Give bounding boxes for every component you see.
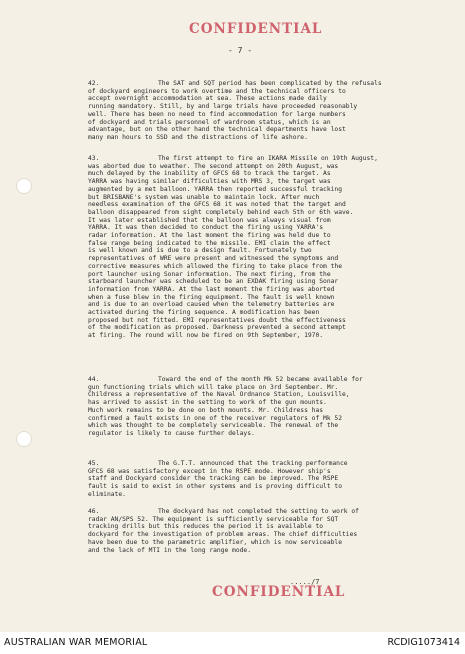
- paragraph-line: [88, 516, 428, 524]
- paragraph-text: GFCS 68 was satisfactory except in the RSPE mode. However ship's: [88, 467, 331, 475]
- paragraph-line: [88, 224, 428, 232]
- paragraph-number: 43.: [88, 155, 100, 162]
- paragraph-line: [88, 255, 428, 263]
- paragraph-line: [88, 95, 428, 103]
- paragraph-line: [88, 217, 428, 225]
- paragraph-line: [88, 415, 428, 423]
- paragraph-text: is well known and is due to a design fault. Fortunately two: [88, 247, 312, 255]
- paragraph-line: [88, 399, 428, 407]
- paragraph-line: [88, 491, 428, 499]
- paragraph-text: fault is said to exist in other systems and is proving difficult to: [88, 483, 343, 491]
- paragraph-text: radar information. At the last moment the firing was held due to: [88, 232, 331, 240]
- paragraph-text: needless examination of the GFCS 68 it was noted that the target and: [88, 201, 346, 209]
- paragraph-line: [88, 111, 428, 119]
- paragraph-text: port launcher using Sonar information. The next firing, from the: [88, 270, 331, 278]
- paragraph-line: [88, 232, 428, 240]
- paragraph-line: [88, 309, 428, 317]
- paragraph-line: [88, 119, 428, 127]
- paragraph-text: staff and Dockyard consider the tracking can be improved. The RSPE: [88, 475, 339, 483]
- paragraph-line: [88, 286, 428, 294]
- paragraph-line: [88, 247, 428, 255]
- paragraph-line: [88, 263, 428, 271]
- paragraph-text: gun functioning trials which will take place on 3rd September. Mr.: [88, 383, 339, 391]
- paragraph-text: Toward the end of the month Mk 52 became available for: [158, 376, 363, 383]
- paragraph-text: have been due to the parametric amplifier, which is now serviceable: [88, 538, 343, 546]
- paragraph-text: of dockyard engineers to work overtime and the technical officers to: [88, 87, 346, 95]
- paragraph-line: [88, 475, 428, 483]
- confidential-stamp-top: CONFIDENTIAL: [189, 21, 323, 37]
- paragraph-line: [88, 170, 428, 178]
- paragraph-line: [88, 103, 428, 111]
- paragraph-line: [88, 391, 428, 399]
- confidential-stamp-bottom: CONFIDENTIAL: [212, 584, 346, 600]
- paragraph-text: running mandatory. Still, by and large trials have proceeded reasonably: [88, 103, 358, 111]
- paragraph-line: [88, 126, 428, 134]
- paragraph: [88, 155, 428, 340]
- paragraph-text: The dockyard has not completed the setting to work of: [158, 508, 359, 515]
- continuation-ref: ...../7: [290, 578, 320, 586]
- paragraph-text: It was later established that the balloon was always visual from: [88, 216, 331, 224]
- paragraph-text: well. There has been no need to find accommodation for large numbers: [88, 110, 346, 118]
- paragraph-line: [88, 332, 428, 340]
- paragraph-line: [88, 430, 428, 438]
- paragraph-text: representatives of WRE were present and witnessed the symptoms and: [88, 255, 339, 263]
- paragraph-line: [88, 163, 428, 171]
- paragraph-line: [88, 294, 428, 302]
- record-id: RCDIG1073414: [387, 637, 460, 648]
- paragraph: [88, 376, 428, 438]
- paragraph-line: [88, 271, 428, 279]
- paragraph-text: which was thought to be completely serviceable. The renewal of the: [88, 422, 339, 430]
- paragraph-line: [88, 422, 428, 430]
- paragraph-line: [88, 523, 428, 531]
- paragraph-text: Much work remains to be done on both mounts. Mr. Childress has: [88, 406, 324, 414]
- paragraph-text: The G.T.T. announced that the tracking performance: [158, 460, 348, 467]
- paragraph-text: YARRA was having similar difficulties with MRS 3, the target was: [88, 178, 331, 186]
- paragraph-line: [88, 80, 428, 88]
- paragraph-text: augmented by a met balloon. YARRA then reported successful tracking: [88, 185, 343, 193]
- paragraph-text: accept overnight accommodation at sea. These actions made daily: [88, 95, 327, 103]
- paragraph-text: activated during the firing sequence. A modification has been: [88, 309, 320, 317]
- paragraph-text: of the modification as proposed. Darkness prevented a second attempt: [88, 324, 346, 332]
- paragraph-line: [88, 178, 428, 186]
- paragraph-text: was aborted due to weather. The second attempt on 20th August, was: [88, 162, 339, 170]
- paragraph-line: [88, 240, 428, 248]
- paragraph-line: [88, 186, 428, 194]
- paragraph-text: corrective measures which allowed the firing to take place from the: [88, 262, 343, 270]
- paragraph-text: regulator is likely to cause further delays.: [88, 429, 255, 437]
- paragraph-text: proposed but not fitted. EMI representatives doubt the effectiveness: [88, 316, 346, 324]
- paragraph-line: [88, 468, 428, 476]
- paragraph-line: [88, 194, 428, 202]
- paragraph-line: [88, 460, 428, 468]
- paragraph-text: and is due to an overload caused when the telemetry batteries are: [88, 301, 335, 309]
- page-number: - 7 -: [228, 46, 253, 55]
- paragraph: [88, 508, 428, 554]
- paragraph-text: at firing. The round will now be fired on 9th September, 1970.: [88, 332, 324, 340]
- paragraph-line: [88, 539, 428, 547]
- paragraph-line: [88, 317, 428, 325]
- paragraph-text: many man hours to SSD and the distractions of life ashore.: [88, 133, 308, 141]
- paragraph-text: Childress a representative of the Naval Ordnance Station, Louisville,: [88, 391, 350, 399]
- paragraph-line: [88, 547, 428, 555]
- paragraph-line: [88, 155, 428, 163]
- paragraph-number: 46.: [88, 508, 100, 515]
- paragraph-number: 42.: [88, 80, 100, 87]
- paragraph-number: 44.: [88, 376, 100, 383]
- paragraph-text: confirmed a fault exists in one of the receiver regulators of Mk 52: [88, 414, 343, 422]
- paragraph-line: [88, 384, 428, 392]
- paragraph: [88, 80, 428, 142]
- paragraph-line: [88, 278, 428, 286]
- paragraph-line: [88, 88, 428, 96]
- paragraph: [88, 460, 428, 499]
- paragraph-text: and the lack of MTI in the long range mode.: [88, 546, 252, 554]
- paragraph-line: [88, 508, 428, 516]
- paragraph-text: The SAT and SQT period has been complicated by the refusals: [158, 80, 382, 87]
- paragraph-text: starboard launcher was scheduled to be an EXDAK firing using Sonar: [88, 278, 339, 286]
- paragraph-line: [88, 376, 428, 384]
- paragraph-text: when a fuse blew in the firing equipment. The fault is well known: [88, 293, 335, 301]
- paragraph-text: advantage, but on the other hand the technical departments have lost: [88, 126, 346, 134]
- paragraph-text: radar AN/SPS 52. The equipment is sufficiently serviceable for SQT: [88, 515, 339, 523]
- paragraph-text: The first attempt to fire an IKARA Missile on 19th August,: [158, 155, 378, 162]
- paragraph-line: [88, 531, 428, 539]
- paragraph-text: has arrived to assist in the setting to work of the gun mounts.: [88, 399, 327, 407]
- paragraph-text: information from YARRA. At the last moment the firing was aborted: [88, 285, 335, 293]
- paragraph-line: [88, 407, 428, 415]
- paragraph-text: much delayed by the inability of GFCS 68 to track the target. As: [88, 170, 331, 178]
- paragraph-text: balloon disappeared from sight completely behind each 5th or 6th wave.: [88, 208, 354, 216]
- archive-name: AUSTRALIAN WAR MEMORIAL: [4, 637, 148, 648]
- paragraph-text: tracking drills but this reduces the period it is available to: [88, 523, 324, 531]
- archive-footer: [0, 632, 465, 654]
- paragraph-text: but BRISBANE's system was unable to maintain lock. After much: [88, 193, 320, 201]
- paragraph-text: eliminate.: [88, 490, 126, 498]
- paragraph-text: false range being indicated to the missile. EMI claim the effect: [88, 239, 331, 247]
- paragraph-line: [88, 134, 428, 142]
- paragraph-line: [88, 201, 428, 209]
- paragraph-line: [88, 324, 428, 332]
- paragraph-text: of dockyard and trials personnel of wardroom status, which is an: [88, 118, 331, 126]
- paragraph-number: 45.: [88, 460, 100, 467]
- paragraph-text: YARRA. It was then decided to conduct the firing using YARRA's: [88, 224, 324, 232]
- paragraph-line: [88, 209, 428, 217]
- paragraph-text: dockyard for the investigation of problem areas. The chief difficulties: [88, 531, 358, 539]
- paragraph-line: [88, 483, 428, 491]
- punch-hole: [16, 431, 32, 447]
- punch-hole: [16, 178, 32, 194]
- paragraph-line: [88, 301, 428, 309]
